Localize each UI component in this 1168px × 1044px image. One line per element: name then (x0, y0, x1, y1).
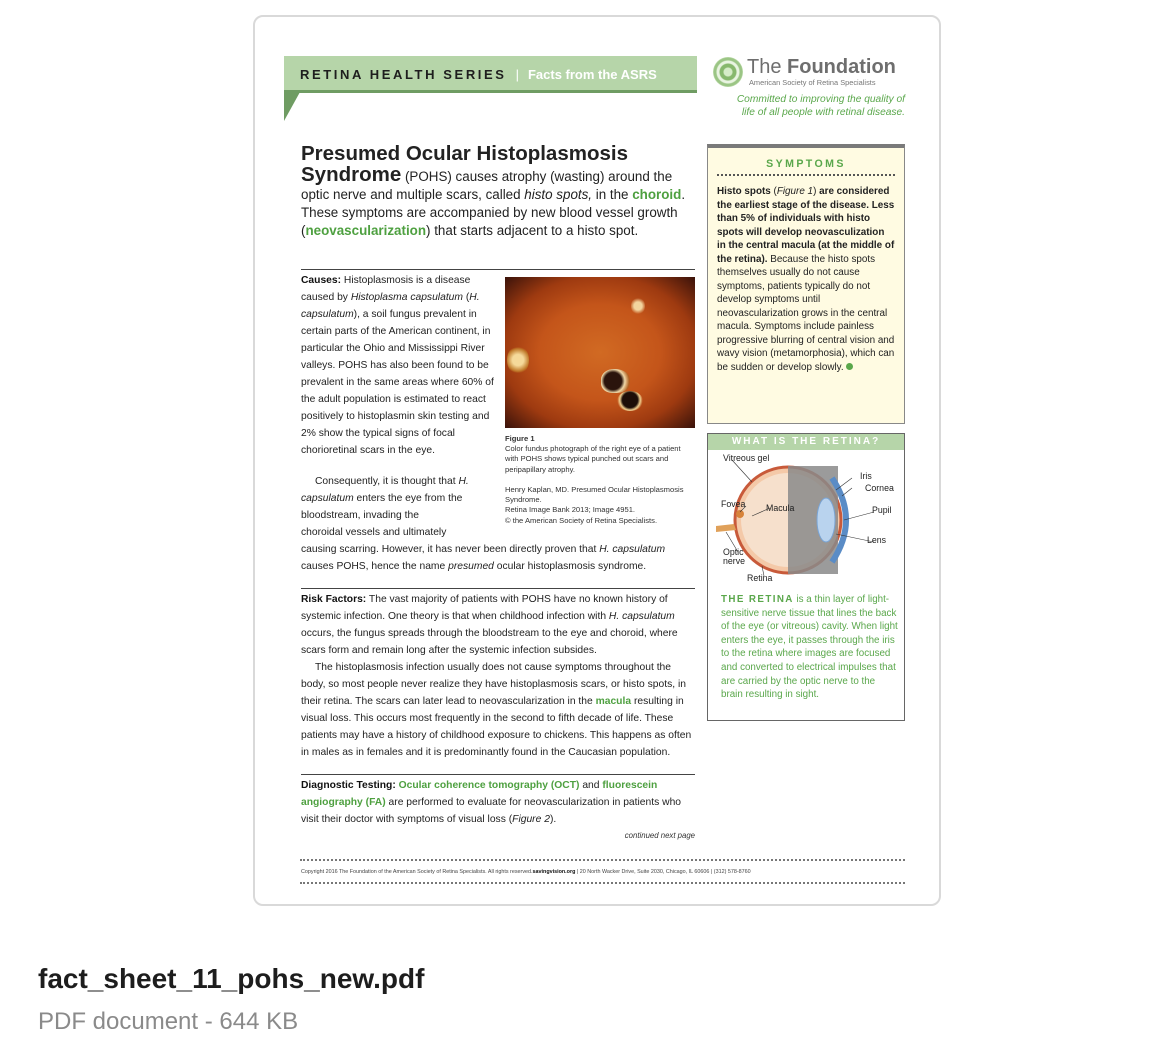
diagnostic-label: Diagnostic Testing: (301, 780, 396, 791)
label-lens: Lens (867, 535, 887, 545)
banner-separator: | (515, 66, 519, 82)
section-divider (301, 774, 695, 775)
end-bullet-icon (846, 363, 853, 370)
dotted-divider (717, 174, 895, 176)
logo-name: The Foundation (747, 56, 896, 78)
footer-divider (300, 882, 905, 884)
website-link: savingvision.org (532, 869, 576, 875)
optic-disc (507, 345, 529, 375)
label-retina: Retina (747, 573, 773, 583)
label-pupil: Pupil (872, 505, 892, 515)
fa-link: fluorescein angiography (FA) (301, 780, 658, 808)
foundation-logo (713, 56, 905, 96)
pdf-preview-page[interactable] (253, 15, 941, 906)
symptoms-text: Histo spots (Figure 1) are considered the earliest stage of the disease. Less than 5% of individuals with histo spots will develop neovasculization in the central macula (at the middle of the retina). Because the histo spots themselves usually do not cause symptoms, patients typically do not develop symptoms until neovascularization grows in the central macula. Symptoms include painless progressive blurring of central vision and wavy vision (metamorphosia), which can be sudden or develop slowly. (717, 186, 895, 373)
diagnostic-testing: Diagnostic Testing: Ocular coherence tomography (OCT) and fluorescein angiography (FA) are performed to evaluate for neovascularization in patients who visit their doctor with symptoms of visual loss (Figure 2). (301, 780, 682, 825)
figure-caption: Figure 1 Color fundus photograph of the right eye of a patient with POHS shows typical punched out scars and peripapillary atrophy. (505, 434, 681, 474)
fundus-photo (505, 277, 695, 428)
label-nerve: nerve (723, 556, 746, 566)
eye-diagram (712, 452, 902, 584)
series-banner (284, 56, 697, 92)
figure-credit: Henry Kaplan, MD. Presumed Ocular Histoplasmosis Syndrome. Retina Image Bank 2013; Image 4951. © the American Society of Retina Specialists. (505, 485, 684, 525)
macula-link: macula (595, 696, 632, 707)
footer-divider (300, 859, 905, 861)
retina-text: THE RETINA is a thin layer of light-sensitive nerve tissue that lines the back of the eye (or vitreous) cavity. When light enters the eye, it passes through the iris to the retina where images are focused and converted to electrical impulses that are carried by the optic nerve to the brain resulting in sight. (721, 594, 898, 701)
continued-note: continued next page (624, 831, 695, 840)
logo-subtitle: American Society of Retina Specialists (749, 78, 876, 87)
intro-block: Presumed Ocular Histoplasmosis Syndrome (POHS) causes atrophy (wasting) around the optic nerve and multiple scars, called histo spots, in the choroid. These symptoms are accompanied by new blood vessel growth (neovascularization) that starts adjacent to a histo spot. (301, 142, 686, 238)
risk-factors-label: Risk Factors: (301, 594, 367, 605)
banner-subtitle: Facts from the ASRS (527, 66, 657, 82)
label-fovea: Fovea (721, 499, 746, 509)
causes-paragraph-2-narrow: Consequently, it is thought that H. capsulatum enters the eye from the bloodstream, invading the (301, 476, 469, 521)
label-macula: Macula (766, 503, 795, 513)
oct-link: Ocular coherence tomography (OCT) (398, 780, 580, 791)
banner-flag (284, 92, 300, 121)
figure-label: Figure 1 (505, 434, 535, 443)
causes-label: Causes: (301, 275, 342, 286)
lens (817, 498, 835, 542)
footer-text: Copyright 2016 The Foundation of the American Society of Retina Specialists. All rights reserved.savingvision.org | 20 North Wacker Drive, Suite 2030, Chicago, IL 60606 | (312) 578-8760 (301, 869, 751, 875)
fovea (736, 510, 744, 518)
section-divider (301, 588, 695, 589)
symptoms-heading: SYMPTOMS (766, 158, 846, 170)
series-title: RETINA HEALTH SERIES (300, 66, 507, 82)
causes-column: Causes: Histoplasmosis is a disease caused by Histoplasma capsulatum (H. capsulatum), a soil fungus prevalent in certain parts of the American continent, in particular the Ohio and Mississippi River valleys. POHS has also been found to be prevalent in the same areas where 60% of the adult population is estimated to react positively to histoplasmin skin testing and 2% show the typical signs of focal chorioretinal scars in the eye. (301, 275, 494, 456)
choroid-link: choroid (632, 187, 682, 202)
label-iris: Iris (860, 471, 872, 481)
label-vitreous: Vitreous gel (723, 453, 770, 463)
causes-paragraph-2-cont: choroidal vessels and ultimately (301, 527, 447, 538)
retina-info-box (707, 433, 905, 721)
page-title: Presumed Ocular Histoplasmosis Syndrome (301, 142, 628, 186)
foundation-logo-icon (713, 57, 743, 87)
banner-underline (284, 90, 697, 93)
causes-paragraph-2-wide: causing scarring. However, it has never been directly proven that H. capsulatum causes POHS, hence the name presumed ocular histoplasmosis syndrome. (301, 544, 666, 572)
symptoms-box (707, 144, 905, 424)
histo-spot (631, 297, 645, 315)
histo-scar (601, 369, 631, 393)
label-optic: Optic (723, 547, 744, 557)
file-name: fact_sheet_11_pohs_new.pdf (38, 963, 425, 994)
optic-nerve (716, 524, 736, 532)
retina-heading: WHAT IS THE RETINA? (708, 434, 904, 450)
risk-factors: Risk Factors: The vast majority of patients with POHS have no known history of systemic infection. One theory is that when childhood infection with H. capsulatum occurs, the fungus spreads through the bloodstream to the eye and choroid, where scars form and remain long after the systemic infection subsides. The histoplasmosis infection usually does not cause symptoms throughout the body, so most people never realize they have histoplasmosis scars, or histo spots, in their retina. The scars can later lead to neovascularization in the macula resulting in visual loss. This occurs most frequently in the second to fifth decade of life. These patients may have a history of childhood exposure to chickens. This happens as often in males as in females and it is predominantly found in the Caucasian population. (301, 594, 692, 758)
neovascularization-link: neovascularization (305, 223, 427, 238)
histo-scar (617, 391, 643, 411)
file-meta: PDF document - 644 KB (38, 1008, 299, 1035)
section-divider (301, 269, 695, 270)
label-cornea: Cornea (865, 483, 894, 493)
tagline: Committed to improving the quality of life of all people with retinal disease. (736, 94, 905, 118)
